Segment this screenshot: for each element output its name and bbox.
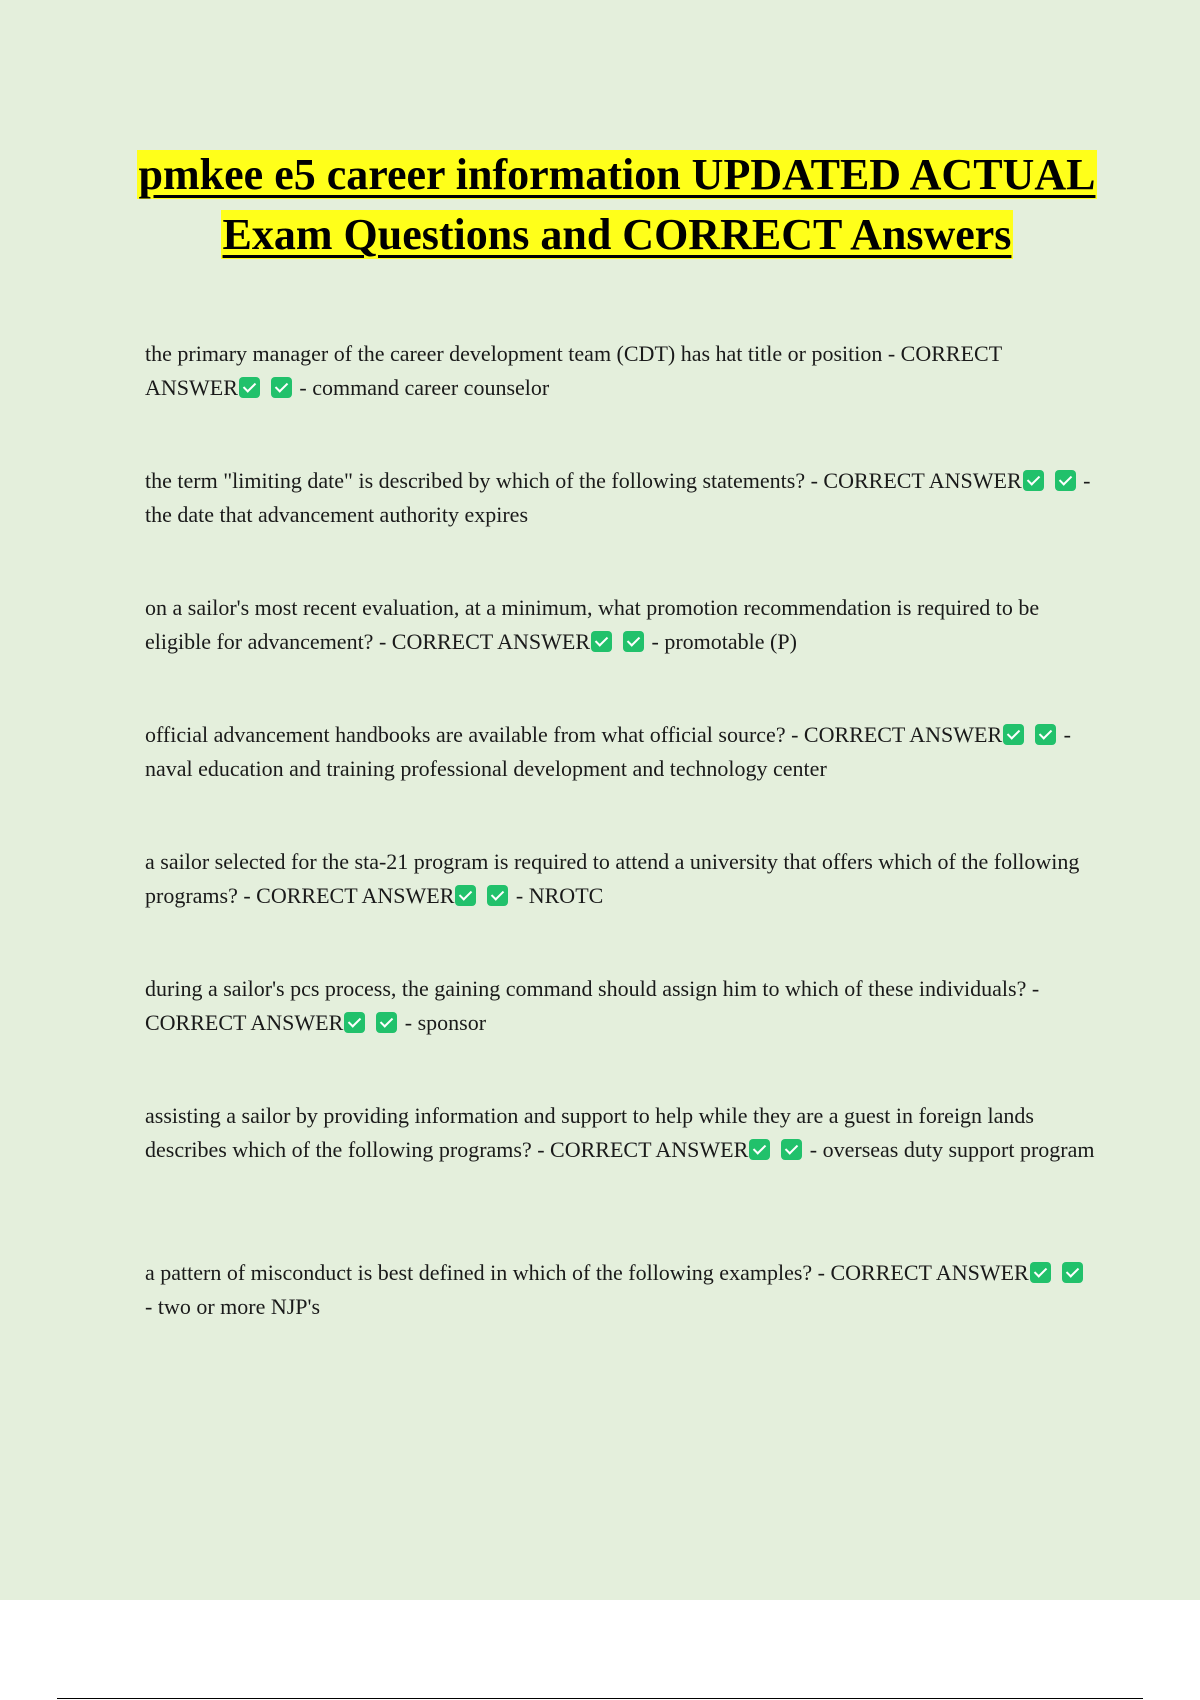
document-title — [130, 145, 1104, 265]
question-text: a sailor selected for the sta-21 program is required to attend a university that offers which of the following programs? - CORRECT ANSWER — [145, 849, 1080, 908]
qa-item — [145, 337, 1095, 405]
qa-item — [145, 718, 1095, 786]
footer-divider — [57, 1698, 1143, 1699]
check-mark-icon — [1055, 470, 1076, 491]
check-mark-icon — [1003, 724, 1024, 745]
answer-text: - NROTC — [515, 883, 604, 908]
qa-item — [145, 1099, 1095, 1167]
question-text: the primary manager of the career development team (CDT) has hat title or position - CORRECT ANSWER — [145, 341, 1002, 400]
check-mark-icon — [271, 377, 292, 398]
check-mark-icon — [487, 885, 508, 906]
question-text: the term "limiting date" is described by which of the following statements? - CORRECT ANSWER — [145, 468, 1022, 493]
check-mark-icon — [344, 1012, 365, 1033]
check-mark-icon — [623, 631, 644, 652]
answer-text: - naval education and training professional development and technology center — [145, 722, 1071, 781]
check-mark-icon — [1062, 1262, 1083, 1283]
answer-text: - the date that advancement authority expires — [145, 468, 1091, 527]
qa-item — [145, 972, 1095, 1040]
check-mark-icon — [1035, 724, 1056, 745]
qa-item — [145, 464, 1095, 532]
question-text: a pattern of misconduct is best defined in which of the following examples? - CORRECT ANSWER — [145, 1260, 1029, 1285]
qa-item — [145, 1256, 1095, 1324]
check-mark-icon — [376, 1012, 397, 1033]
answer-text: - promotable (P) — [651, 629, 797, 654]
qa-item — [145, 845, 1095, 913]
check-mark-icon — [749, 1139, 770, 1160]
answer-text: - two or more NJP's — [145, 1294, 321, 1319]
check-mark-icon — [455, 885, 476, 906]
question-text: official advancement handbooks are available from what official source? - CORRECT ANSWER — [145, 722, 1003, 747]
check-mark-icon — [781, 1139, 802, 1160]
question-text: during a sailor's pcs process, the gaining command should assign him to which of these individuals? - CORRECT ANSWER — [145, 976, 1040, 1035]
answer-text: - overseas duty support program — [809, 1137, 1095, 1162]
title-block — [130, 145, 1104, 265]
answer-text: - sponsor — [404, 1010, 487, 1035]
question-text: on a sailor's most recent evaluation, at a minimum, what promotion recommendation is required to be eligible for advancement? - CORRECT ANSWER — [145, 595, 1040, 654]
question-text: assisting a sailor by providing information and support to help while they are a guest in foreign lands describes which of the following programs? - CORRECT ANSWER — [145, 1103, 1034, 1162]
qa-item — [145, 591, 1095, 659]
check-mark-icon — [1023, 470, 1044, 491]
check-mark-icon — [1030, 1262, 1051, 1283]
check-mark-icon — [591, 631, 612, 652]
check-mark-icon — [239, 377, 260, 398]
highlighted-title-text: pmkee e5 career information UPDATED ACTUAL Exam Questions and CORRECT Answers — [138, 150, 1096, 259]
answer-text: - command career counselor — [299, 375, 550, 400]
